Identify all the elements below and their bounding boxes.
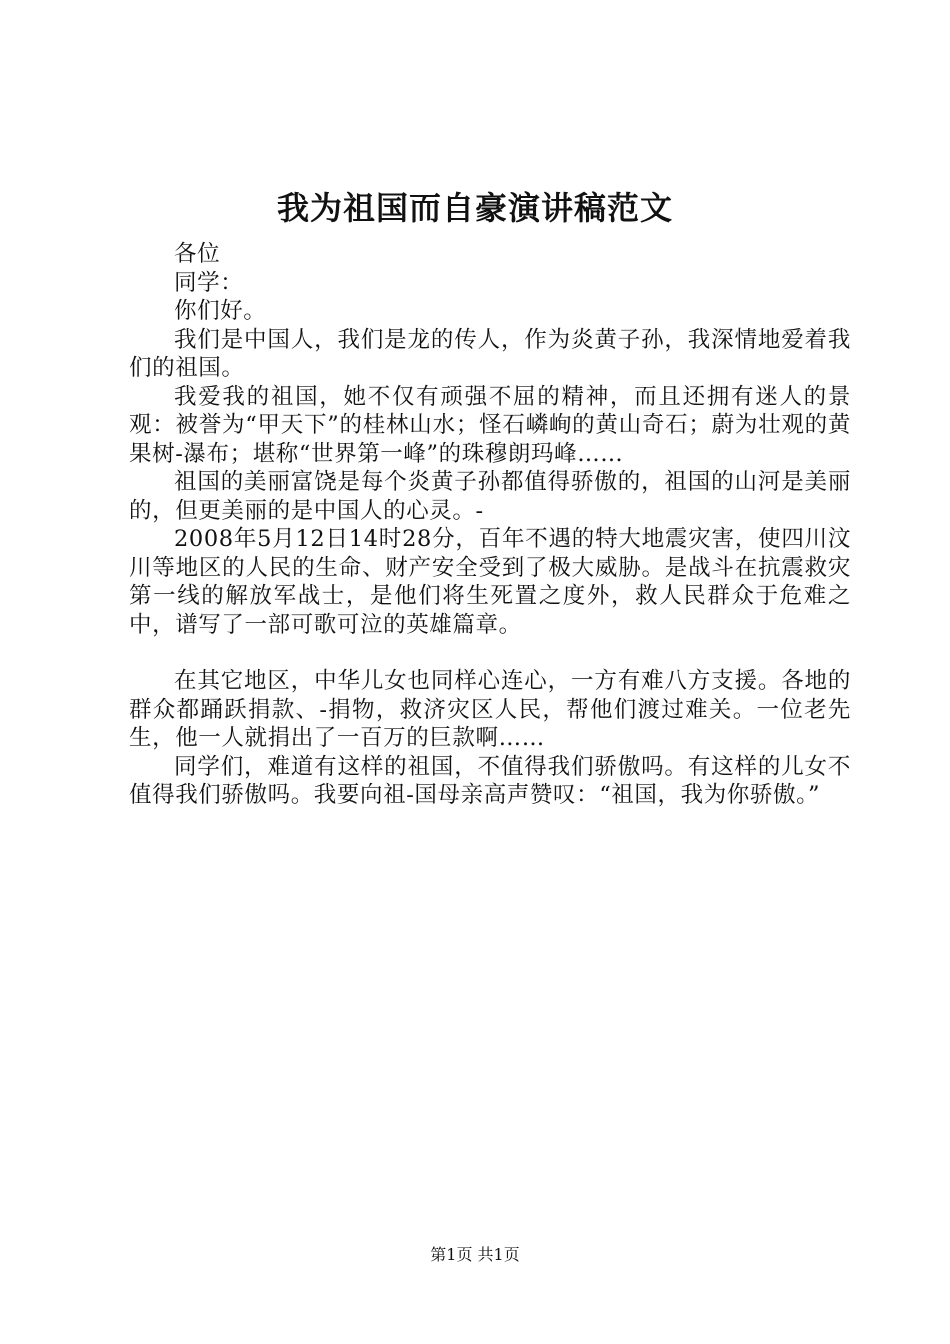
- paragraph-landscape: 我爱我的祖国，她不仅有顽强不屈的精神，而且还拥有迷人的景观：被誉为“甲天下”的桂林山水；怪石嶙峋的黄山奇石；蔚为壮观的黄果树-瀑布；堪称“世界第一峰”的珠穆朗玛峰……: [129, 383, 851, 467]
- paragraph-greeting-1: 各位: [174, 241, 221, 267]
- paragraph-support: 在其它地区，中华儿女也同样心连心，一方有难八方支援。各地的群众都踊跃捐款、-捐物，救济灾区人民，帮他们渡过难关。一位老先生，他一人就捐出了一百万的巨款啊……: [129, 668, 851, 751]
- document-body: [129, 240, 851, 810]
- paragraph-intro: 我们是中国人，我们是龙的传人，作为炎黄子孙，我深情地爱着我们的祖国。: [129, 326, 851, 381]
- paragraph-greeting-2: 同学：: [174, 269, 244, 296]
- page-footer: 第1页 共1页: [430, 1245, 520, 1264]
- paragraph-beauty: 祖国的美丽富饶是每个炎黄子孙都值得骄傲的，祖国的山河是美丽的，但更美丽的是中国人的心灵。-: [129, 469, 851, 524]
- paragraph-greeting-3: 你们好。: [174, 298, 267, 324]
- document-title: 我为祖国而自豪演讲稿范文: [276, 189, 673, 227]
- paragraph-conclusion: 同学们，难道有这样的祖国，不值得我们骄傲吗。有这样的儿女不值得我们骄傲吗。我要向祖-国母亲高声赞叹：“祖国，我为你骄傲。”: [129, 753, 851, 808]
- paragraph-earthquake: 2008年5月12日14时28分，百年不遇的特大地震灾害，使四川汶川等地区的人民的生命、财产安全受到了极大威胁。是战斗在抗震救灾第一线的解放军战士，是他们将生死置之度外，救人民群众于危难之中，谱写了一部可歌可泣的英雄篇章。: [129, 526, 851, 638]
